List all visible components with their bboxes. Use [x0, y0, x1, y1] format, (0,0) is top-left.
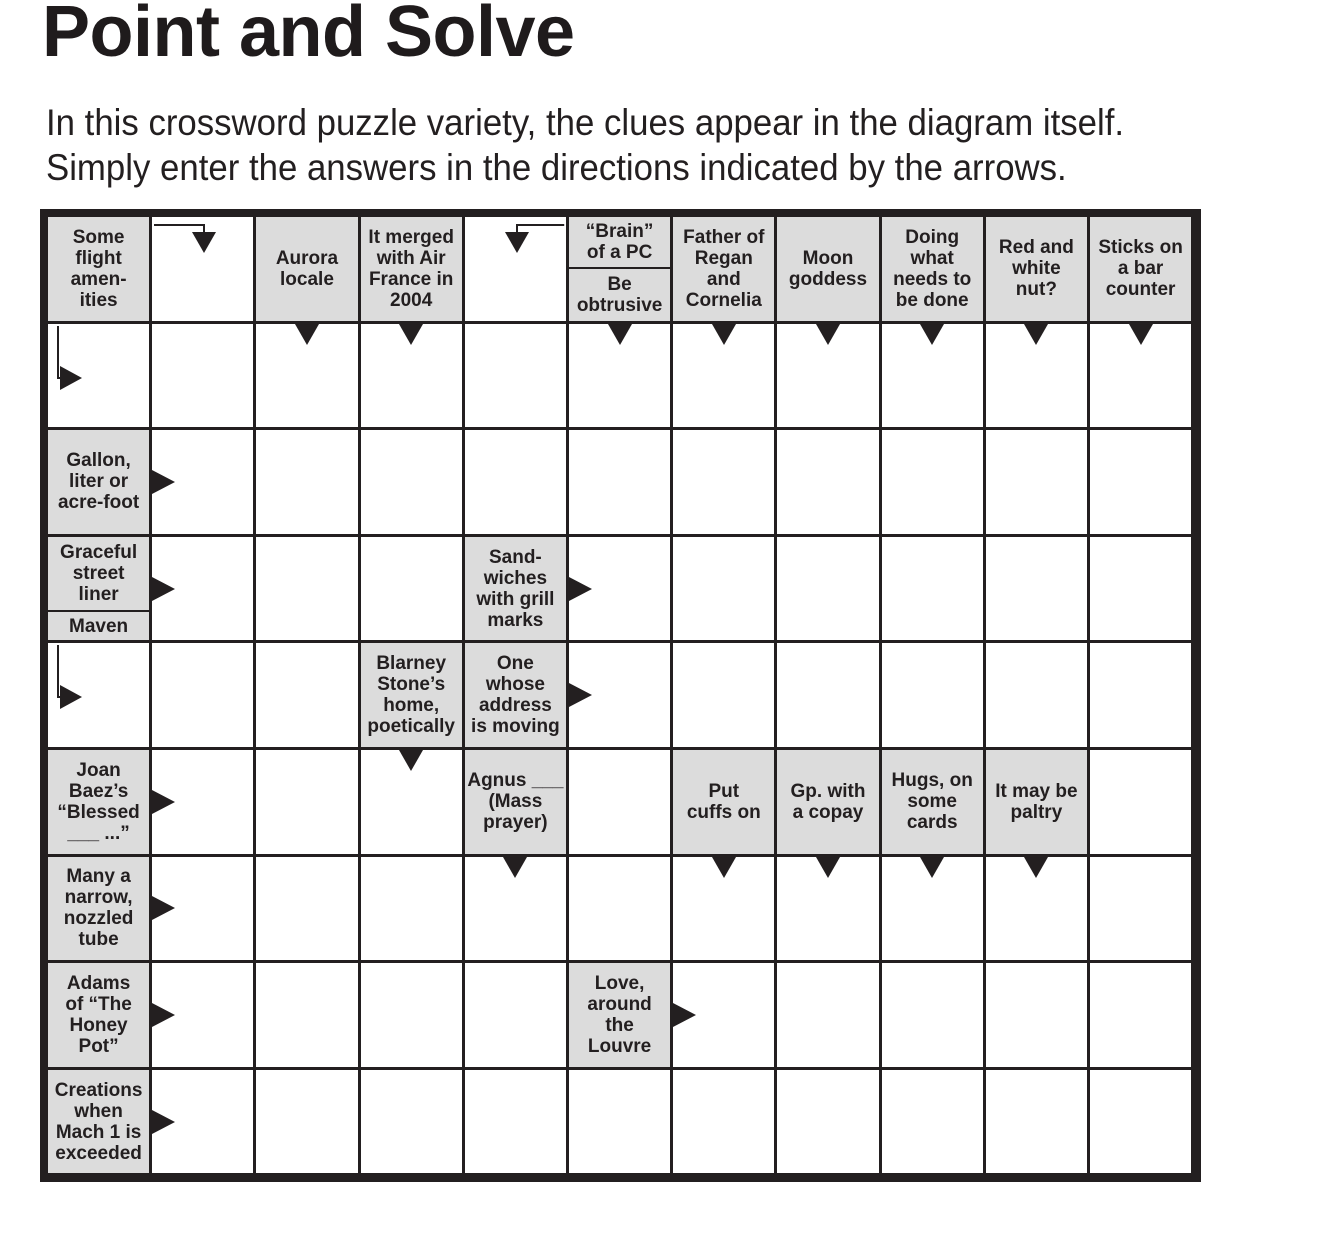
arrow-right-icon	[569, 683, 592, 707]
clue-cell: Put cuffs on	[673, 750, 774, 854]
clue-cell: Love, around the Louvre	[569, 963, 670, 1067]
clue-cell: Agnus ___ (Mass prayer)	[465, 750, 566, 854]
arrow-down-icon	[712, 324, 736, 345]
answer-cell[interactable]	[569, 430, 670, 534]
clue-cell: Hugs, on some cards	[882, 750, 983, 854]
answer-cell[interactable]	[1090, 430, 1191, 534]
answer-cell[interactable]	[465, 430, 566, 534]
arrow-right-icon	[152, 1110, 175, 1134]
answer-cell[interactable]	[48, 324, 149, 428]
clue-cell: Adams of “The Honey Pot”	[48, 963, 149, 1067]
arrow-right-icon	[569, 577, 592, 601]
answer-cell[interactable]	[569, 1070, 670, 1174]
clue-cell: It may be paltry	[986, 750, 1087, 854]
clue-cell: Be obtrusive	[569, 269, 670, 321]
answer-cell[interactable]	[465, 324, 566, 428]
arrow-down-icon	[1024, 857, 1048, 878]
answer-cell[interactable]	[361, 1070, 462, 1174]
arrow-down-icon	[503, 857, 527, 878]
answer-cell[interactable]	[361, 430, 462, 534]
arrow-down-icon	[816, 857, 840, 878]
instructions-line-2: Simply enter the answers in the directions indicated by the arrows.	[46, 147, 1067, 188]
clue-cell: Creations when Mach 1 is exceeded	[48, 1070, 149, 1174]
answer-cell[interactable]	[673, 1070, 774, 1174]
clue-cell: “Brain” of a PC	[569, 217, 670, 267]
arrow-right-icon	[673, 1003, 696, 1027]
answer-cell[interactable]	[673, 643, 774, 747]
arrow-down-icon	[608, 324, 632, 345]
answer-cell[interactable]	[882, 1070, 983, 1174]
arrow-down-icon	[1024, 324, 1048, 345]
puzzle-instructions	[46, 100, 1124, 190]
arrow-down-icon	[712, 857, 736, 878]
arrow-down-icon	[399, 750, 423, 771]
answer-cell[interactable]	[673, 537, 774, 641]
answer-cell[interactable]	[777, 643, 878, 747]
answer-cell[interactable]	[569, 750, 670, 854]
answer-cell[interactable]	[361, 963, 462, 1067]
answer-cell[interactable]	[1090, 750, 1191, 854]
answer-cell[interactable]	[152, 324, 253, 428]
clue-cell: Joan Baez’s “Blessed ___ ...”	[48, 750, 149, 854]
answer-cell[interactable]	[777, 537, 878, 641]
arrow-right-icon	[152, 577, 175, 601]
answer-cell[interactable]	[777, 963, 878, 1067]
answer-cell[interactable]	[465, 963, 566, 1067]
answer-cell[interactable]	[1090, 643, 1191, 747]
answer-cell[interactable]	[465, 1070, 566, 1174]
clue-cell: Gallon, liter or acre-foot	[48, 430, 149, 534]
arrow-right-icon	[152, 896, 175, 920]
clue-cell: Gp. with a copay	[777, 750, 878, 854]
answer-cell[interactable]	[256, 430, 357, 534]
arrow-down-icon	[920, 324, 944, 345]
answer-cell[interactable]	[256, 750, 357, 854]
answer-cell[interactable]	[777, 1070, 878, 1174]
clue-cell: Red and white nut?	[986, 217, 1087, 321]
answer-cell[interactable]	[1090, 857, 1191, 961]
answer-cell[interactable]	[569, 857, 670, 961]
clue-cell: Blarney Stone’s home, poetically	[361, 643, 462, 747]
clue-cell: Some flight amen- ities	[48, 217, 149, 321]
answer-cell[interactable]	[986, 1070, 1087, 1174]
clue-cell: Sand- wiches with grill marks	[465, 537, 566, 641]
clue-cell: Maven	[48, 612, 149, 641]
clue-cell: It merged with Air France in 2004	[361, 217, 462, 321]
puzzle-title: Point and Solve	[42, 0, 575, 72]
arrow-down-icon	[920, 857, 944, 878]
arrow-right-icon	[152, 470, 175, 494]
answer-cell[interactable]	[673, 430, 774, 534]
answer-cell[interactable]	[256, 857, 357, 961]
answer-cell[interactable]	[361, 857, 462, 961]
answer-cell[interactable]	[986, 537, 1087, 641]
clue-cell: One whose address is moving	[465, 643, 566, 747]
crossword-grid	[40, 209, 1201, 1182]
answer-cell[interactable]	[1090, 1070, 1191, 1174]
answer-cell[interactable]	[777, 430, 878, 534]
clue-cell: Sticks on a bar counter	[1090, 217, 1191, 321]
answer-cell[interactable]	[256, 963, 357, 1067]
arrow-down-icon	[1129, 324, 1153, 345]
arrow-down-icon	[816, 324, 840, 345]
clue-cell: Moon goddess	[777, 217, 878, 321]
clue-cell: Aurora locale	[256, 217, 357, 321]
answer-cell[interactable]	[986, 430, 1087, 534]
answer-cell[interactable]	[361, 537, 462, 641]
arrow-right-icon	[152, 790, 175, 814]
answer-cell[interactable]	[256, 643, 357, 747]
arrow-down-icon	[295, 324, 319, 345]
answer-cell[interactable]	[48, 643, 149, 747]
answer-cell[interactable]	[152, 643, 253, 747]
answer-cell[interactable]	[256, 537, 357, 641]
clue-cell: Many a narrow, nozzled tube	[48, 857, 149, 961]
arrow-right-icon	[152, 1003, 175, 1027]
answer-cell[interactable]	[1090, 963, 1191, 1067]
arrow-down-icon	[399, 324, 423, 345]
answer-cell[interactable]	[465, 217, 566, 321]
answer-cell[interactable]	[882, 643, 983, 747]
clue-cell: Father of Regan and Cornelia	[673, 217, 774, 321]
clue-cell: Graceful street liner	[48, 537, 149, 610]
clue-cell: Doing what needs to be done	[882, 217, 983, 321]
answer-cell[interactable]	[152, 217, 253, 321]
answer-cell[interactable]	[986, 963, 1087, 1067]
answer-cell[interactable]	[882, 430, 983, 534]
answer-cell[interactable]	[1090, 537, 1191, 641]
answer-cell[interactable]	[882, 963, 983, 1067]
answer-cell[interactable]	[986, 643, 1087, 747]
answer-cell[interactable]	[256, 1070, 357, 1174]
answer-cell[interactable]	[882, 537, 983, 641]
instructions-line-1: In this crossword puzzle variety, the clues appear in the diagram itself.	[46, 102, 1125, 143]
